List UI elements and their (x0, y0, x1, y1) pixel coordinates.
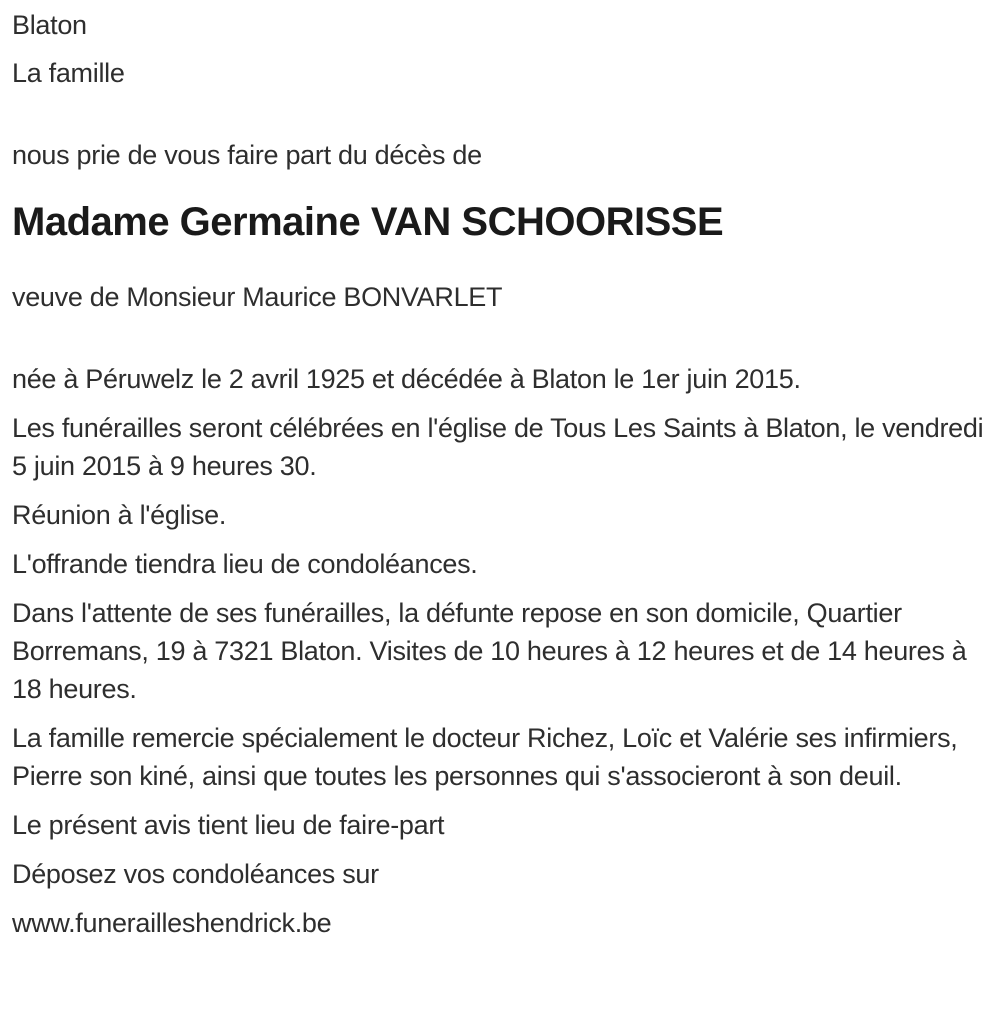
visits-paragraph: Dans l'attente de ses funérailles, la défunte repose en son domicile, Quartier Borremans, 19 à 7321 Blaton. Visites de 10 heures à 12 heures et de 14 heures à 18 heures. (12, 598, 967, 704)
condolences-prompt-paragraph: Déposez vos condoléances sur (12, 859, 379, 889)
deceased-name-heading: Madame Germaine VAN SCHOORISSE (12, 200, 724, 244)
faire-part-paragraph: Le présent avis tient lieu de faire-part (12, 810, 445, 840)
thanks-paragraph: La famille remercie spécialement le docteur Richez, Loïc et Valérie ses infirmiers, Pierre son kiné, ainsi que toutes les personnes qui s'associeront à son deuil. (12, 723, 958, 791)
location-line: Blaton (12, 10, 87, 40)
offering-paragraph: L'offrande tiendra lieu de condoléances. (12, 549, 478, 579)
reunion-paragraph: Réunion à l'église. (12, 500, 227, 530)
death-announcement (12, 6, 984, 942)
funeral-home-website-link[interactable]: www.funerailleshendrick.be (12, 908, 332, 938)
widow-line: veuve de Monsieur Maurice BONVARLET (12, 282, 503, 312)
intro-line: nous prie de vous faire part du décès de (12, 140, 482, 170)
birth-death-paragraph: née à Péruwelz le 2 avril 1925 et décédée à Blaton le 1er juin 2015. (12, 364, 801, 394)
family-line: La famille (12, 58, 125, 88)
funeral-paragraph: Les funérailles seront célébrées en l'église de Tous Les Saints à Blaton, le vendredi 5 juin 2015 à 9 heures 30. (12, 413, 984, 481)
